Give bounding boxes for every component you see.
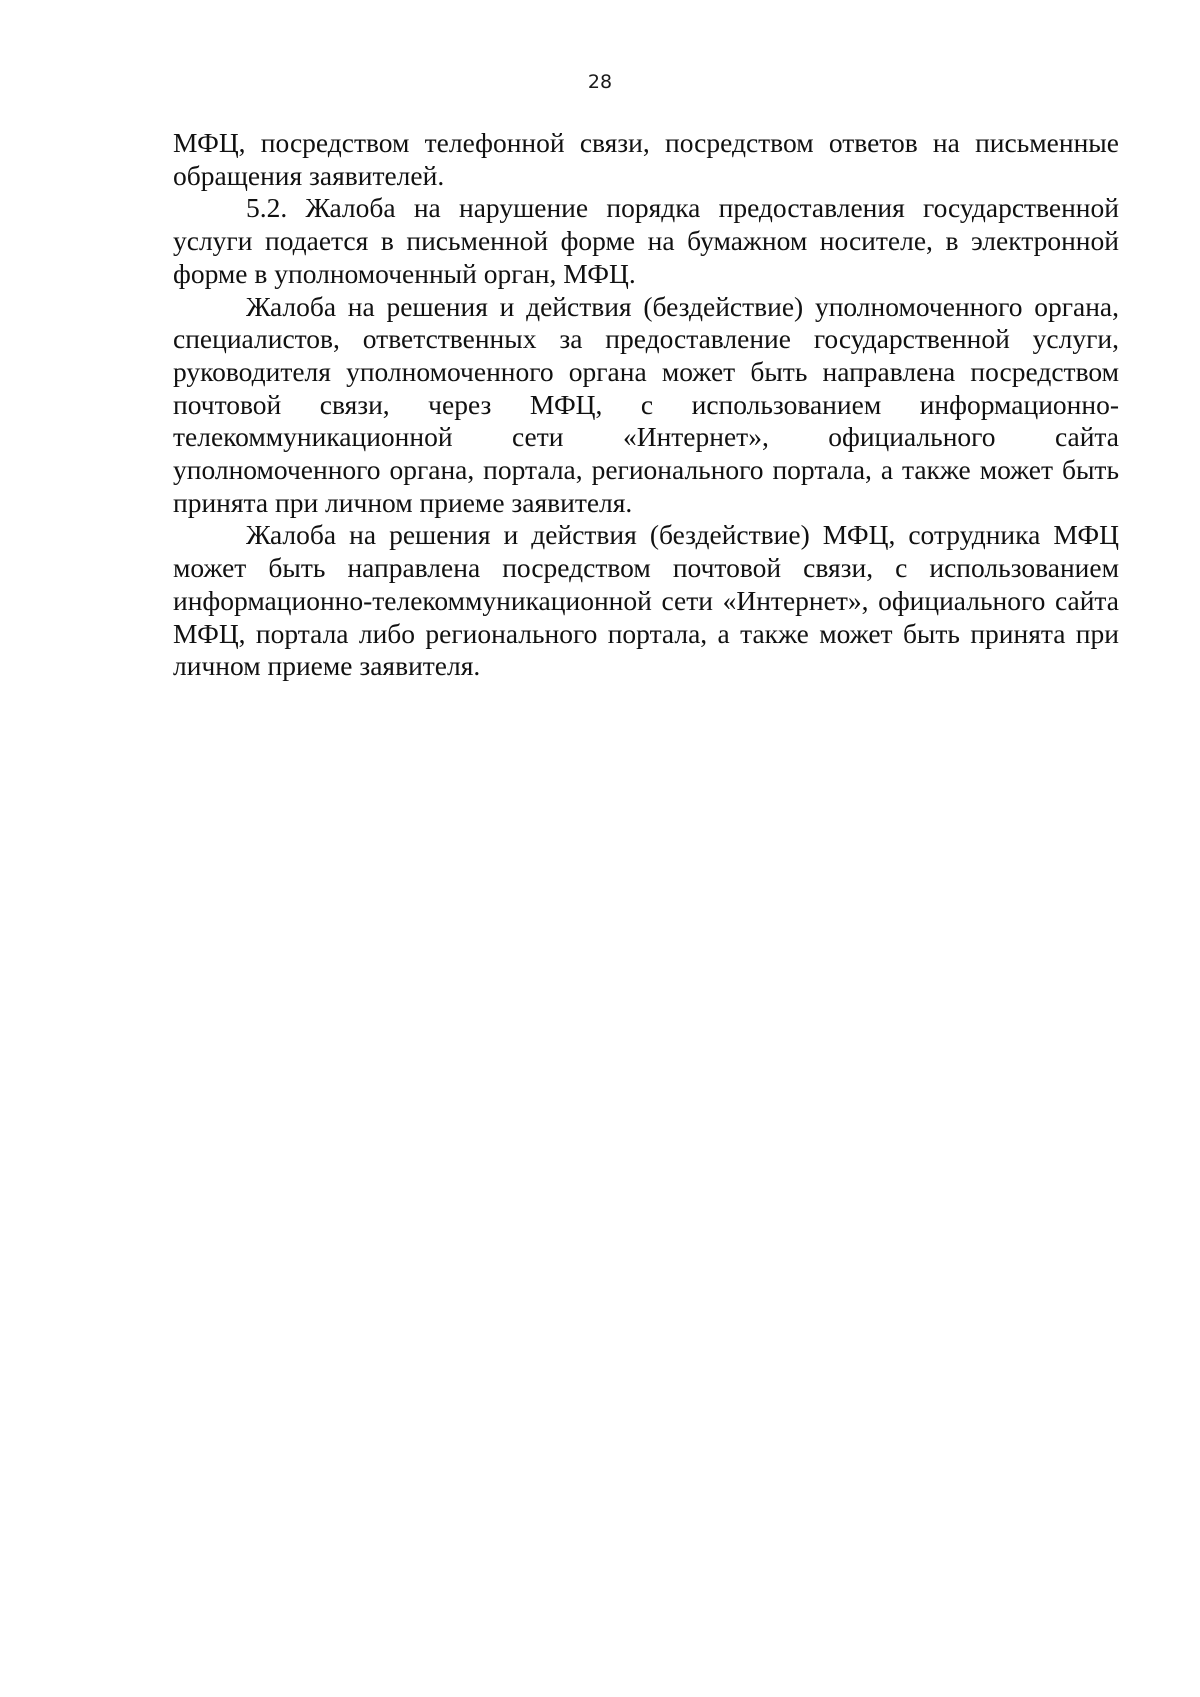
paragraph-complaint-submission: 5.2. Жалоба на нарушение порядка предоставления государственной услуги подается в письменной форме на бумажном носителе, в электронной форме в уполномоченный орган, МФЦ. — [173, 192, 1119, 289]
paragraph-complaint-mfc: Жалоба на решения и действия (бездействие) МФЦ, сотрудника МФЦ может быть направлена посредством почтовой связи, с использованием информационно-телекоммуникационной сети «Интернет», официального сайта МФЦ, портала либо регионального портала, а также может быть принята при личном приеме заявителя. — [173, 519, 1119, 682]
paragraph-continuation: МФЦ, посредством телефонной связи, посредством ответов на письменные обращения заявителей. — [173, 127, 1119, 191]
page-number: 28 — [587, 71, 613, 93]
document-body — [173, 127, 1119, 683]
paragraph-complaint-authority: Жалоба на решения и действия (бездействие) уполномоченного органа, специалистов, ответственных за предоставление государственной услуги, руководителя уполномоченного органа может быть направлена посредством почтовой связи, через МФЦ, с использованием информационно-телекоммуникационной сети «Интернет», официального сайта уполномоченного органа, портала, регионального портала, а также может быть принята при личном приеме заявителя. — [173, 290, 1119, 518]
